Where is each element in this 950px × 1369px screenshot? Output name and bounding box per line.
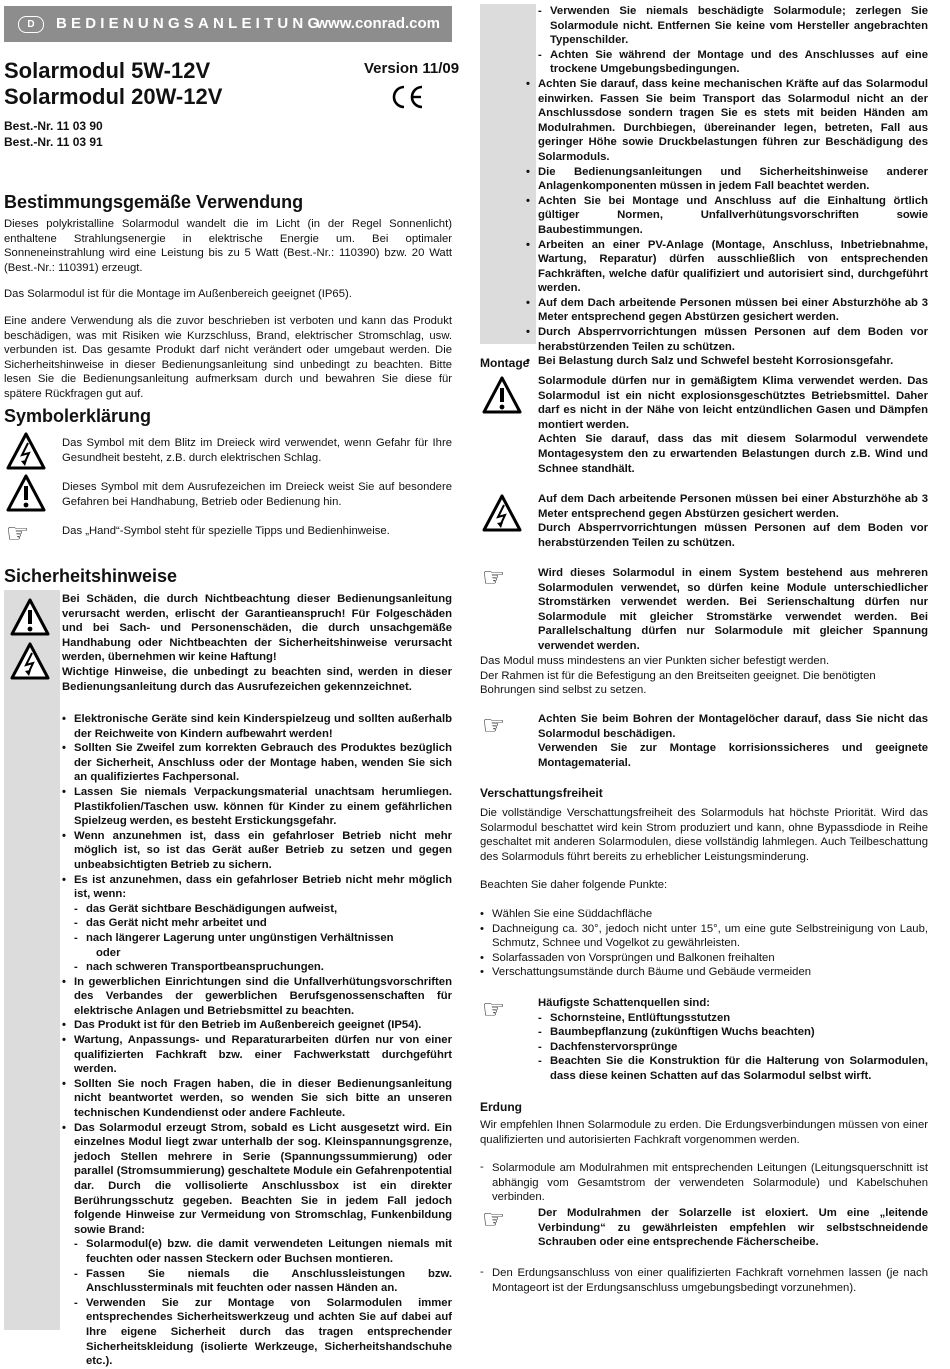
sub-item: - Verwenden Sie niemals beschädigte Solarmodule; zerlegen Sie Solarmodule nicht. Entfernen Sie keine vom Hersteller angebrachten Typenschilder. (538, 4, 928, 48)
grounding-text: Wir empfehlen Ihnen Solarmodule zu erden. Die Erdungsverbindungen müssen von einer qualifizierten und autorisierten Fachkraft vorgenommen werden. - Solarmodule am Modulrahmen mit entsprechenden Leitungen (Leitungsquerschnitt ist abhängig vom Gesamtstrom der verwendeten Solarmodule) und Kabelschuhen verbinden. (480, 1119, 928, 1204)
list-item: • Achten Sie darauf, dass keine mechanischen Kräfte auf das Solarmodul einwirken. Fassen Sie beim Transport das Solarmodul nicht an der Anschlussdose sondern tragen Sie es stets mit beiden Händen am Modulrahmen. Durchbiegen, übereinander legen, betreten, Fall aus geringer Höhe sowie Druckbelastungen führen zur Beschädigung des Solarmoduls. (526, 77, 928, 165)
list-item: • Sollten Sie Zweifel zum korrekten Gebrauch des Produktes bezüglich der Sicherheit, Anschluss oder der Montage haben, wenden Sie sich an qualifiziertes Fachpersonal. (62, 741, 452, 785)
header-bar (4, 6, 452, 42)
list-item: • Das Produkt ist für den Betrieb im Außenbereich geeignet (IP54). (62, 1018, 452, 1033)
exclamation-warning-icon (482, 376, 522, 416)
sub-item: - Fassen Sie niemals die Anschlussleistungen bzw. Anschlussterminals mit feuchten oder nassen Händen an. (74, 1267, 452, 1296)
left-margin-bar (4, 590, 60, 1330)
symbol-desc-3: Das „Hand“-Symbol steht für spezielle Tipps und Bedienhinweise. (62, 525, 390, 537)
header-title: BEDIENUNGSANLEITUNG (56, 15, 324, 32)
sub-item: - Schornsteine, Entlüftungsstutzen (538, 1011, 928, 1026)
language-badge: D (18, 16, 44, 33)
list-item: • Wenn anzunehmen ist, dass ein gefahrloser Betrieb nicht mehr möglich ist, so ist das Gerät außer Betrieb zu setzen und gegen unbeabsichtigten Betrieb zu sichern. (62, 829, 452, 873)
safety-intro (62, 592, 452, 694)
sub-item: - Solarmodul(e) bzw. die damit verwendeten Leitungen niemals mit feuchten oder nassen Steckern oder Buchsen montieren. (74, 1237, 452, 1266)
list-item: • Wählen Sie eine Süddachfläche (480, 907, 928, 922)
intended-use-p2: Das Solarmodul ist für die Montage im Außenbereich geeignet (IP65). (4, 288, 352, 301)
montage-hint-1: Wird dieses Solarmodul in einem System bestehend aus mehreren Solarmodulen verwendet, so dürfen keine Module unterschiedlicher Stromstärken verwendet werden. Bei Serienschaltung dürfen nur Solarmodule mit gleicher Stromstärke verwendet werden. Bei Parallelschaltung dürfen nur Solarmodule mit gleicher Spannung verwendet werden. (538, 567, 928, 652)
intended-use-heading: Bestimmungsgemäße Verwendung (4, 192, 304, 212)
sub-item: - Beachten Sie die Konstruktion für die Halterung von Solarmodulen, dass diese keinen Schatten auf das Solarmodul selbst wirft. (538, 1054, 928, 1083)
hand-pointing-icon: ☞ (482, 994, 506, 1024)
exclamation-warning-icon (6, 474, 46, 514)
lightning-warning-icon (482, 494, 522, 534)
lightning-warning-icon (10, 642, 50, 682)
list-item: • Solarfassaden von Vorsprüngen und Balkonen freihalten (480, 951, 928, 966)
exclamation-warning-icon (10, 598, 50, 638)
sub-item: - Achten Sie während der Montage und des Anschlusses auf eine trockene Umgebungsbedingungen. (538, 48, 928, 77)
list-item: • Das Solarmodul erzeugt Strom, sobald es Licht ausgesetzt wird. Ein einzelnes Modul liegt zwar unterhalb der sog. Kleinspannungsgrenze, jedoch Stellen mehrere in Serie (Spannungssummierung) oder parallel (Stromsummierung) geschaltete Module ein Gefahrenpotential dar. Durch die vollisolierte Anschlussbox ist ein direkter Berührungsschutz gegeben. Beachten Sie in jedem Fall jedoch folgende Hinweise zur Vermeidung von Stromschlag, Funkenbildung sowie Brand: - Solarmodul(e) bzw. die damit verwendeten Leitungen niemals mit feuchten oder nassen Steckern oder Buchsen montieren. - Fassen Sie niemals die Anschlussleistungen bzw. Anschlussterminals mit feuchten oder nassen Händen an. - Verwenden Sie zur Montage von Solarmodulen immer entsprechendes Sicherheitswerkzeug und achten Sie auf dabei auf Ihre eigene Sicherheit durch das tragen entsprechender Sicherheitskleidung (isolierte Werkzeuge, Sicherheitshandschuhe etc.). (62, 1121, 452, 1369)
list-item: • Bei Belastung durch Salz und Schwefel besteht Korrosionsgefahr. (526, 354, 928, 369)
list-item: • Lassen Sie niemals Verpackungsmaterial unachtsam herumliegen. Plastikfolien/Taschen usw. können für Kinder zu einem gefährlichen Spielzeug werden, es besteht Erstickungsgefahr. (62, 785, 452, 829)
safety-intro-text-2: Wichtige Hinweise, die unbedingt zu beachten sind, werden in dieser Bedienungsanleitung durch das Ausrufezeichen gekennzeichnet. (62, 665, 452, 693)
list-item: • Verschattungsumstände durch Bäume und Gebäude vermeiden (480, 965, 928, 980)
sub-item: - das Gerät sichtbare Beschädigungen aufweist, (74, 902, 452, 917)
intended-use-p3: Eine andere Verwendung als die zuvor beschrieben ist verboten und kann das Produkt beschädigen, was mit Risiken wie Kurzschluss, Brand, elektrischer Stromschlag, usw. verbunden ist. Das gesamte Produkt darf nicht verändert oder umgebaut werden. Die Sicherheitshinweise in dieser Bedienungsanleitung sind unbedingt zu beachten. Bitte lesen Sie die Bedienungsanleitung aufmerksam durch und bewahren Sie diese für spätere Rückfragen gut auf. (4, 314, 452, 400)
list-item: • Sollten Sie noch Fragen haben, die in dieser Bedienungsanleitung nicht beantwortet werden, so wenden Sie sich bitte an unseren technischen Kundendienst oder andere Fachleute. (62, 1077, 452, 1121)
symbol-desc-1: Das Symbol mit dem Blitz im Dreieck wird verwendet, wenn Gefahr für Ihre Gesundheit besteht, z.B. durch elektrischen Schlag. (62, 437, 452, 464)
montage-text: Das Modul muss mindestens an vier Punkten sicher befestigt werden. Der Rahmen ist für die Befestigung an den Breitseiten geeignet. Die benötigten Bohrungen sind selbst zu setzen. (480, 655, 876, 697)
grounding-dash-2: - Den Erdungsanschluss von einer qualifizierten Fachkraft vornehmen lassen (je nach Montageort ist der Erdungsanschluss umgebungsbedingt vorzunehmen). (480, 1266, 928, 1294)
symbol-desc-2: Dieses Symbol mit dem Ausrufezeichen im Dreieck weist Sie auf besondere Gefahren bei Handhabung, Betrieb oder Bedienung hin. (62, 481, 452, 508)
shading-heading: Verschattungsfreiheit (480, 786, 603, 800)
header-url: www.conrad.com (316, 15, 440, 32)
shading-sources: Häufigste Schattenquellen sind: - Schornsteine, Entlüftungsstutzen - Baumbepflanzung (zukünftigen Wuchs beachten) - Dachfenstervorsprünge - Beachten Sie die Konstruktion für die Halterung von Solarmodulen, dass diese keinen Schatten auf das Solarmodul selbst wirft. (538, 996, 928, 1084)
safety-intro-text: Bei Schäden, die durch Nichtbeachtung dieser Bedienungsanleitung verursacht werden, erlischt der Garantieanspruch! Für Folgeschäden und bei Sach- und Personenschäden, die durch unsachgemäße Handhabung oder Nichtbeachten der Sicherheitshinweise verursacht werden, übernehmen wir keine Haftung! (62, 593, 452, 664)
grounding-dash-1: - Solarmodule am Modulrahmen mit entsprechenden Leitungen (Leitungsquerschnitt ist abhängig vom Gesamtstrom der verwendeten Solarmodule) und Kabelschuhen verbinden. (480, 1161, 928, 1204)
montage-hint-2: Achten Sie beim Bohren der Montagelöcher darauf, dass Sie nicht das Solarmodul beschädigen. Verwenden Sie zur Montage korrisionssicheres und geeignete Montagematerial. (538, 713, 928, 769)
sub-item: - das Gerät nicht mehr arbeitet und (74, 916, 452, 931)
list-item: • In gewerblichen Einrichtungen sind die Unfallverhütungsvorschriften des Verbandes der gewerblichen Berufsgenossenschaften für elektrische Anlagen und Betriebsmittel zu beachten. (62, 975, 452, 1019)
ce-mark-icon (388, 84, 426, 110)
list-item: • Auf dem Dach arbeitende Personen müssen bei einer Absturzhöhe ab 3 Meter entsprechend gegen Abstürzen gesichert werden. (526, 296, 928, 325)
symbols-heading: Symbolerklärung (4, 406, 152, 426)
grounding-heading: Erdung (480, 1100, 522, 1114)
sub-item: - Dachfenstervorsprünge (538, 1040, 928, 1055)
safety-heading: Sicherheitshinweise (4, 566, 178, 586)
intended-use-p1: Dieses polykristalline Solarmodul wandelt die im Licht (in der Regel Sonnenlicht) enthaltene Strahlungsenergie in elektrische Energie um. Bei optimaler Sonneneinstrahlung wird eine Leistung bis zu 5 Watt (Best.-Nr.: 110390) bzw. 20 Watt (Best.-Nr.: 110391) erzeugt. (4, 218, 452, 274)
or-label: oder (96, 946, 121, 959)
montage-warning-2: Auf dem Dach arbeitende Personen müssen bei einer Absturzhöhe ab 3 Meter entsprechend gegen Abstürzen gesichert werden. Durch Absperrvorrichtungen müssen Personen auf dem Boden vor herabstürzenden Teilen zu schützen. (538, 493, 928, 549)
list-item: • Achten Sie bei Montage und Anschluss auf die Einhaltung örtlich gültiger Normen, Unfallverhütungsvorschriften sowie Baubestimmungen. (526, 194, 928, 238)
hand-pointing-icon: ☞ (6, 518, 30, 548)
product-title-1: Solarmodul 5W-12V (4, 58, 211, 83)
hand-pointing-icon: ☞ (482, 710, 506, 740)
lightning-warning-icon (6, 432, 46, 472)
safety-list-right (538, 4, 928, 369)
sub-item: - Verwenden Sie zur Montage von Solarmodulen immer entsprechendes Sicherheitswerkzeug und achten Sie auf dabei auf Ihre eigene Sicherheit durch das tragen entsprechender Sicherheitskleidung (isolierte Werkzeuge, Sicherheitshandschuhe etc.). (74, 1296, 452, 1369)
version-label: Version 11/09 (364, 60, 460, 77)
safety-list-left (62, 712, 452, 1369)
montage-warning-1: Solarmodule dürfen nur in gemäßigtem Klima verwendet werden. Das Solarmodul ist ein nicht explosionsgeschütztes Betriebsmittel. Daher darf es nicht in der Nähe von leicht entzündlichen Gasen und Dämpfen montiert werden. Achten Sie darauf, dass das mit diesem Solarmodul verwendete Montagesystem den zu erwartenden Belastungen durch z.B. Wind und Schnee standhält. (538, 375, 928, 475)
list-item: • Es ist anzunehmen, dass ein gefahrloser Betrieb nicht mehr möglich ist, wenn: - das Gerät sichtbare Beschädigungen aufweist, - das Gerät nicht mehr arbeitet und - nach längerer Lagerung unter ungünstigen Verhältnissen oder - nach schweren Transportbeanspruchungen. (62, 873, 452, 975)
list-item: • Dachneigung ca. 30°, jedoch nicht unter 15°, um eine gute Selbstreinigung von Laub, Schmutz, Schnee und Vogelkot zu gewährleisten. (480, 922, 928, 951)
list-item: • Arbeiten an einer PV-Anlage (Montage, Anschluss, Inbetriebnahme, Wartung, Reparatur) dürfen ausschließlich von entsprechenden Fachkräften, welche dafür qualifiziert und autorisiert sind, durchgeführt werden. (526, 238, 928, 296)
list-item: • Durch Absperrvorrichtungen müssen Personen auf dem Boden vor herabstürzenden Teilen zu schützen. (526, 325, 928, 354)
montage-heading: Montage (480, 356, 530, 370)
sub-item: - nach schweren Transportbeanspruchungen. (74, 960, 452, 975)
list-item: • Die Bedienungsanleitungen und Sicherheitshinweise anderer Anlagenkomponenten müssen in jedem Fall beachtet werden. (526, 165, 928, 194)
intended-use-section (4, 192, 452, 402)
safety-section (4, 566, 452, 587)
sub-item: - Baumbepflanzung (zukünftigen Wuchs beachten) (538, 1025, 928, 1040)
list-item: • Elektronische Geräte sind kein Kinderspielzeug und sollten außerhalb der Reichweite von Kindern aufbewahrt werden! (62, 712, 452, 741)
order-number-2: Best.-Nr. 11 03 91 (4, 135, 103, 149)
grounding-hint: Der Modulrahmen der Solarzelle ist eloxiert. Um eine „leitende Verbindung“ zu gewährleisten empfehlen wir selbstschneidende Schrauben oder eine entsprechende Fächerscheibe. (538, 1207, 928, 1249)
list-item: • Wartung, Anpassungs- und Reparaturarbeiten dürfen nur von einer qualifizierten Fachkraft bzw. einer Fachwerkstatt durchgeführt werden. (62, 1033, 452, 1077)
order-number-1: Best.-Nr. 11 03 90 (4, 119, 103, 133)
hand-pointing-icon: ☞ (482, 562, 506, 592)
hand-pointing-icon: ☞ (482, 1204, 506, 1234)
symbols-section (4, 406, 452, 427)
product-title-2: Solarmodul 20W-12V (4, 84, 223, 109)
shading-text: Die vollständige Verschattungsfreiheit des Solarmoduls hat höchste Priorität. Wird das Solarmodul beschattet wird kein Strom produziert und kann, ohne Bypassdiode in Reihe geschaltet mit anderen Solarmodulen, diese vollständig lahmlegen. Auch Teilbeschattung des Solarmoduls führt bereits zu erheblicher Leistungsminderung. Beachten Sie daher folgende Punkte: • Wählen Sie eine Süddachfläche • Dachneigung ca. 30°, jedoch nicht unter 15°, um eine gute Selbstreinigung von Laub, Schmutz, Schnee und Vogelkot zu gewährleisten. • Solarfassaden von Vorsprüngen und Balkonen freihalten • Verschattungsumstände durch Bäume und Gebäude vermeiden (480, 806, 928, 980)
sub-item: - nach längerer Lagerung unter ungünstigen Verhältnissen (74, 931, 452, 946)
